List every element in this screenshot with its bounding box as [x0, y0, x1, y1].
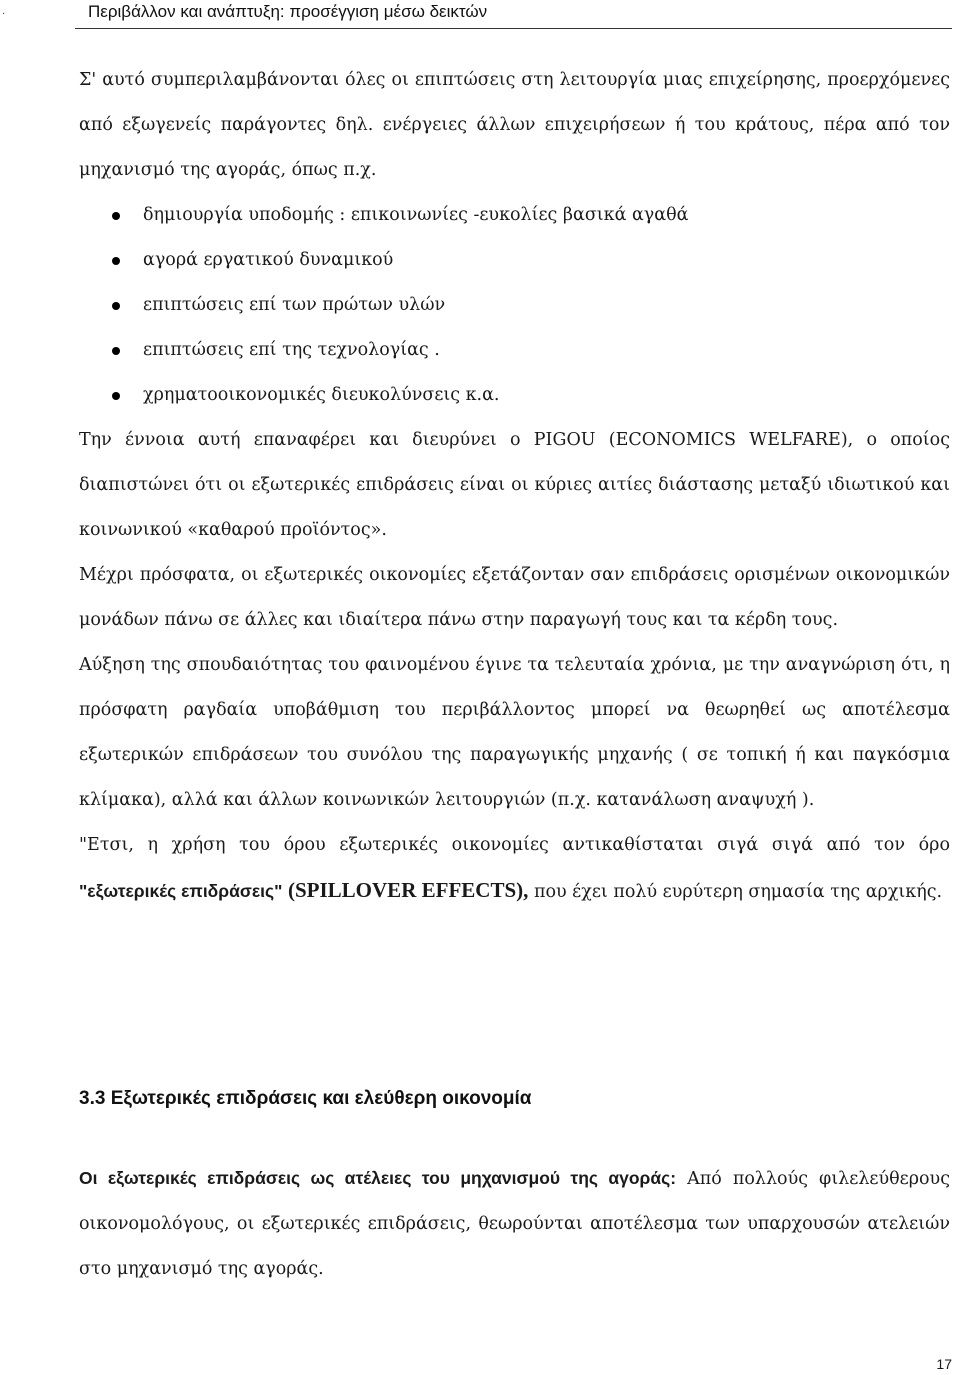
- pigou-paragraph: Την έννοια αυτή επαναφέρει και διευρύνει ο PIGOU (ECONOMICS WELFARE), ο οποίος διαπιστώνει ότι οι εξωτερικές επιδράσεις είναι οι κύριες αιτίες διάστασης μεταξύ ιδιωτικού και κοινωνικού «καθαρού προϊόντος».: [79, 430, 950, 540]
- page-number: 17: [936, 1356, 952, 1372]
- header-rule: [75, 28, 952, 29]
- section-lead: Οι εξωτερικές επιδράσεις ως ατέλειες του μηχανισμού της αγοράς:: [79, 1168, 677, 1188]
- list-item-text: δημιουργία υποδομής : επικοινωνίες -ευκολίες βασικά αγαθά: [143, 205, 689, 225]
- spillover-tail: που έχει πολύ ευρύτερη σημασία της αρχικής.: [528, 882, 943, 902]
- increase-paragraph: Αύξηση της σπουδαιότητας του φαινομένου έγινε τα τελευταία χρόνια, με την αναγνώριση ότι, η πρόσφατη ραγδαία υποβάθμιση του περιβάλλοντος μπορεί να θεωρηθεί ως αποτέλεσμα εξωτερικών επιδράσεων του συνόλου της παραγωγικής μηχανής ( σε τοπική ή και παγκόσμια κλίμακα), αλλά και άλλων κοινωνικών λειτουργιών (π.χ. κατανάλωση αναψυχή ).: [79, 655, 950, 810]
- margin-mark: .: [2, 6, 6, 17]
- list-item-text: επιπτώσεις επί της τεχνολογίας .: [143, 340, 440, 360]
- recent-paragraph: Μέχρι πρόσφατα, οι εξωτερικές οικονομίες εξετάζονταν σαν επιδράσεις ορισμένων οικονομικών μονάδων πάνω σε άλλες και ιδιαίτερα πάνω στην παραγωγή τους και τα κέρδη τους.: [79, 565, 950, 630]
- body-text: [79, 58, 950, 915]
- list-item: [79, 283, 950, 328]
- bullet-icon: [112, 392, 120, 400]
- list-item: [79, 238, 950, 283]
- intro-paragraph: Σ' αυτό συμπεριλαμβάνονται όλες οι επιπτώσεις στη λειτουργία μιας επιχείρησης, προερχόμενες από εξωγενείς παράγοντες δηλ. ενέργειες άλλων επιχειρήσεων ή του κράτους, πέρα από τον μηχανισμό της αγοράς, όπως π.χ.: [79, 70, 950, 180]
- section-paragraph: [79, 1156, 950, 1292]
- bullet-icon: [112, 212, 120, 220]
- spillover-english: (SPILLOVER EFFECTS),: [288, 878, 529, 902]
- list-item-text: επιπτώσεις επί των πρώτων υλών: [143, 295, 446, 315]
- list-item: [79, 193, 950, 238]
- section-body: [79, 1156, 950, 1292]
- bullet-icon: [112, 257, 120, 265]
- list-item-text: αγορά εργατικού δυναμικού: [143, 250, 394, 270]
- list-item-text: χρηματοοικονομικές διευκολύνσεις κ.α.: [143, 385, 500, 405]
- list-item: [79, 373, 950, 418]
- spillover-term: "εξωτερικές επιδράσεις": [79, 881, 283, 901]
- section-lead-text: Από πολλούς φιλελεύθερους οικονομολόγους, οι εξωτερικές επιδράσεις, θεωρούνται αποτέλεσμα των υπαρχουσών ατελειών στο μηχανισμό της αγοράς.: [79, 1169, 950, 1279]
- bullet-list: [79, 193, 950, 418]
- bullet-icon: [112, 302, 120, 310]
- section-heading: 3.3 Εξωτερικές επιδράσεις και ελεύθερη οικονομία: [79, 1088, 532, 1109]
- bullet-icon: [112, 347, 120, 355]
- running-header: Περιβάλλον και ανάπτυξη: προσέγγιση μέσω δεικτών: [88, 2, 488, 21]
- list-item: [79, 328, 950, 373]
- spillover-lead: "Ετσι, η χρήση του όρου εξωτερικές οικονομίες αντικαθίσταται σιγά σιγά από τον όρο: [79, 835, 950, 855]
- spillover-paragraph: [79, 823, 950, 915]
